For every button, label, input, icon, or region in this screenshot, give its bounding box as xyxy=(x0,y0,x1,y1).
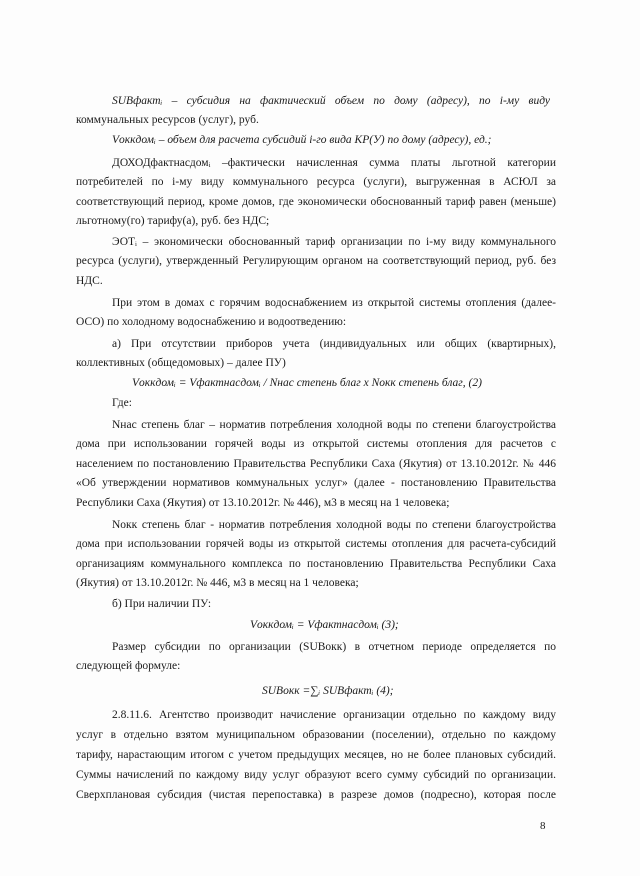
clause-cont-4: Сверхплановая субсидия (чистая перепоставка) в разрезе домов (подресно), которая после xyxy=(76,789,556,801)
def-nokk: Nокк степень благ - норматив потребления холодной воды по степени благоустройства xyxy=(112,519,556,531)
def-dohod-cont-1: потребителей по i-му виду коммунального ресурса (услуги), выгруженная в АСЮЛ за xyxy=(76,176,556,188)
def-vokkdom: Vоккдомᵢ – объем для расчета субсидий i-го вида КР(У) по дому (адресу), ед.; xyxy=(112,134,492,146)
def-eot: ЭОТᵢ – экономически обоснованный тариф организации по i-му виду коммунального xyxy=(112,236,556,248)
def-nnas-cont-2: населением по постановлению Правительства Республики Саха (Якутия) от 13.10.2012г. № 446 xyxy=(76,458,556,470)
def-nokk-cont-3: (Якутия) от 13.10.2012г. № 446, м3 в месяц на 1 человека; xyxy=(76,577,359,589)
clause-2-8-11-6: 2.8.11.6. Агентство производит начисление организации отдельно по каждому виду xyxy=(112,709,556,721)
paragraph-oso: При этом в домах с горячим водоснабжением из открытой системы отопления (далее- xyxy=(112,297,556,309)
def-dohod-cont-2: соответствующий период, кроме домов, где экономически обоснованный тариф равен (меньше) xyxy=(76,196,556,208)
clause-cont-2: тарифу, нарастающим итогом с учетом предыдущих месяцев, но не более плановых субсидий. xyxy=(76,749,556,761)
def-nnas-cont-1: дома при использовании горячей воды из открытой системы отопления для расчетов с xyxy=(76,438,556,450)
subsidy-size-cont: следующей формуле: xyxy=(76,660,181,672)
def-subfact: SUBфактᵢ – субсидия на фактический объем по дому (адресу), по i-му виду xyxy=(112,95,550,107)
def-dohod: ДОХОДфактнасдомᵢ –фактически начисленная сумма платы льготной категории xyxy=(112,157,556,169)
formula-4: SUBокк =∑ᵢ SUBфактᵢ (4); xyxy=(262,685,394,697)
def-eot-cont-2: НДС. xyxy=(76,275,103,287)
def-nokk-cont-2: организациям коммунального комплекса по постановлению Правительства Республики Саха xyxy=(76,558,556,570)
def-nnas-cont-3: «Об утверждении нормативов коммунальных услуг» (далее - постановлению Правительства xyxy=(76,477,556,489)
item-a: а) При отсутствии приборов учета (индивидуальных или общих (квартирных), xyxy=(112,338,556,350)
formula-3: Vоккдомᵢ = Vфактнасдомᵢ (3); xyxy=(250,619,399,631)
def-subfact-cont: коммунальных ресурсов (услуг), руб. xyxy=(76,114,259,126)
def-nokk-cont-1: дома при использовании горячей воды из открытой системы отопления для расчета-субсидий xyxy=(76,538,556,550)
def-nnas-cont-4: Республики Саха (Якутия) от 13.10.2012г. № 446), м3 в месяц на 1 человека; xyxy=(76,497,450,509)
item-b: б) При наличии ПУ: xyxy=(112,598,212,610)
item-a-cont: коллективных (общедомовых) – далее ПУ) xyxy=(76,357,286,369)
paragraph-oso-cont: ОСО) по холодному водоснабжению и водоотведению: xyxy=(76,316,347,328)
def-dohod-cont-3: льготному(го) тарифу(а), руб. без НДС; xyxy=(76,215,270,227)
subsidy-size: Размер субсидии по организации (SUBокк) в отчетном периоде определяется по xyxy=(112,641,556,653)
clause-cont-1: услуг в отдельно взятом муниципальном образовании (поселении), отдельно по каждому xyxy=(76,729,556,741)
def-nnas: Nнас степень благ – норматив потребления холодной воды по степени благоустройства xyxy=(112,419,556,431)
where-label: Где: xyxy=(112,397,132,409)
page-number: 8 xyxy=(540,820,546,832)
def-eot-cont-1: ресурса (услуги), утвержденный Регулирующим органом на соответствующий период, руб. без xyxy=(76,255,556,267)
clause-cont-3: Суммы начислений по каждому виду услуг образуют всего сумму субсидий по организации. xyxy=(76,769,556,781)
formula-2: Vоккдомᵢ = Vфактнасдомᵢ / Nнас степень благ x Nокк степень благ, (2) xyxy=(132,377,482,389)
